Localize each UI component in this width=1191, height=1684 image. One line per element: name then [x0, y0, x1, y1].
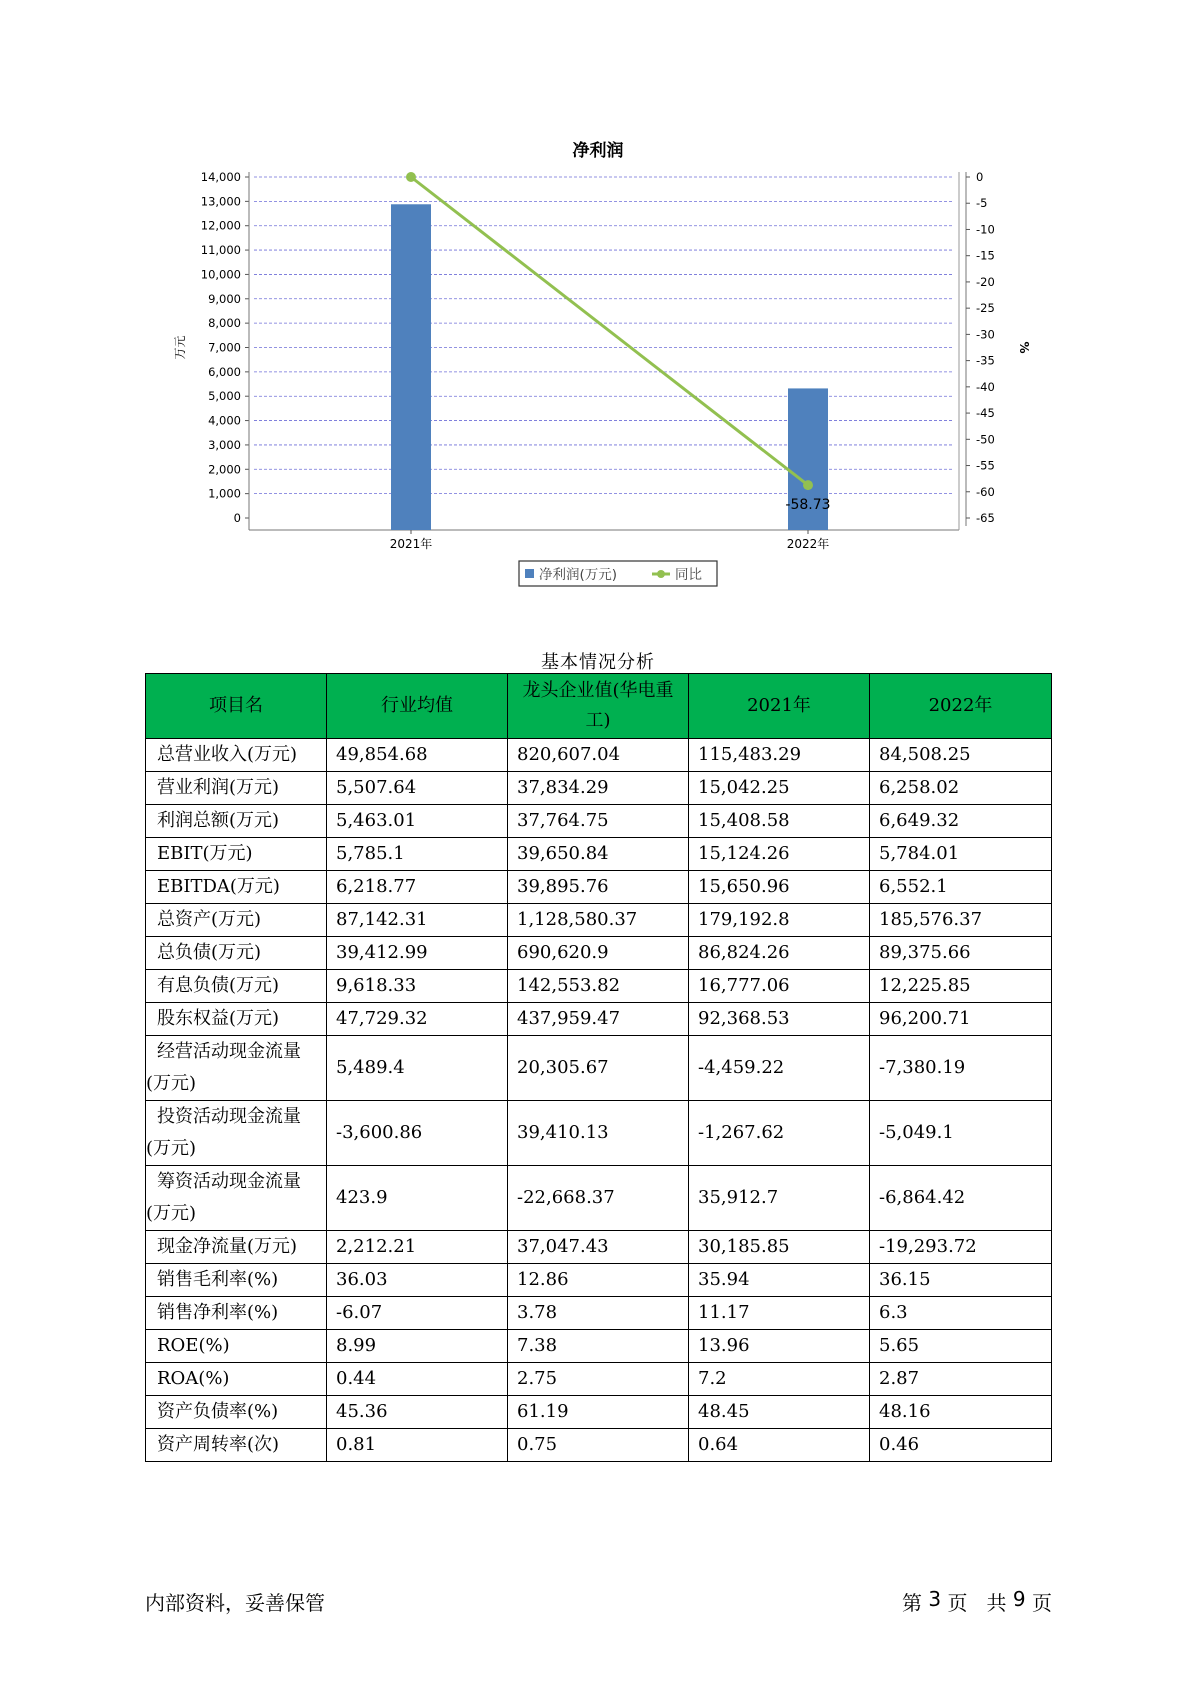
y2-tick-label: -20	[976, 274, 995, 289]
y-tick-label: 0	[233, 511, 241, 525]
table-cell: 47,729.32	[327, 1003, 508, 1036]
y-tick-label: 1,000	[208, 486, 241, 501]
table-cell: 8.99	[327, 1330, 508, 1363]
data-label: -58.73	[785, 497, 831, 514]
table-cell: 45.36	[327, 1396, 508, 1429]
table-cell: -6,864.42	[870, 1166, 1052, 1231]
table-cell: 15,408.58	[689, 805, 870, 838]
page-mid: 页	[947, 1591, 968, 1615]
legend-bar-label: 净利润(万元)	[539, 567, 618, 583]
table-cell: 185,576.37	[870, 904, 1052, 937]
table-cell: 0.46	[870, 1429, 1052, 1462]
table-cell: 5,507.64	[327, 772, 508, 805]
y-tick-label: 6,000	[208, 364, 241, 379]
page-current: 3	[928, 1587, 942, 1611]
table-cell: 35.94	[689, 1264, 870, 1297]
table-row	[146, 805, 1052, 838]
table-cell: 423.9	[327, 1166, 508, 1231]
y2-tick-label: 0	[976, 170, 984, 184]
table-header-row	[146, 674, 1052, 739]
table-cell: 30,185.85	[689, 1231, 870, 1264]
table-cell: 37,834.29	[508, 772, 689, 805]
chart-title: 净利润	[572, 141, 624, 161]
y-tick-label: 9,000	[208, 291, 241, 306]
y2-tick-label: -10	[976, 222, 995, 237]
table-cell: -6.07	[327, 1297, 508, 1330]
row-label: 投资活动现金流量(万元)	[146, 1101, 327, 1166]
table-row	[146, 1396, 1052, 1429]
table-cell: 84,508.25	[870, 739, 1052, 772]
table-cell: -5,049.1	[870, 1101, 1052, 1166]
table-cell: 7.38	[508, 1330, 689, 1363]
table-cell: 6,218.77	[327, 871, 508, 904]
table-cell: 6.3	[870, 1297, 1052, 1330]
table-cell: 48.45	[689, 1396, 870, 1429]
table-cell: 12,225.85	[870, 970, 1052, 1003]
table-cell: 37,764.75	[508, 805, 689, 838]
table-row	[146, 1264, 1052, 1297]
table-row	[146, 871, 1052, 904]
table-row	[146, 1101, 1052, 1166]
table-row	[146, 1429, 1052, 1462]
y2-tick-label: -60	[976, 484, 995, 499]
net-profit-chart	[140, 130, 1040, 600]
table-row	[146, 1231, 1052, 1264]
header-leader: 龙头企业值(华电重工)	[508, 674, 689, 739]
row-label: 经营活动现金流量(万元)	[146, 1036, 327, 1101]
table-cell: 5,785.1	[327, 838, 508, 871]
y-tick-label: 13,000	[200, 194, 241, 209]
y-tick-label: 14,000	[200, 170, 241, 184]
page-suffix: 页	[1032, 1591, 1052, 1615]
page-prefix: 第	[902, 1591, 923, 1615]
table-cell: -7,380.19	[870, 1036, 1052, 1101]
table-cell: 37,047.43	[508, 1231, 689, 1264]
table-row	[146, 1363, 1052, 1396]
table-row	[146, 1297, 1052, 1330]
header-item: 项目名	[146, 674, 327, 739]
table-cell: 5,463.01	[327, 805, 508, 838]
legend-bar-swatch	[525, 569, 534, 578]
table-cell: 39,895.76	[508, 871, 689, 904]
table-row	[146, 970, 1052, 1003]
header-industry-avg: 行业均值	[327, 674, 508, 739]
table-cell: 39,410.13	[508, 1101, 689, 1166]
table-cell: 11.17	[689, 1297, 870, 1330]
table-cell: 39,412.99	[327, 937, 508, 970]
table-cell: 142,553.82	[508, 970, 689, 1003]
table-cell: 87,142.31	[327, 904, 508, 937]
table-cell: 179,192.8	[689, 904, 870, 937]
table-cell: 35,912.7	[689, 1166, 870, 1231]
row-label: 资产周转率(次)	[146, 1429, 327, 1462]
table-cell: 49,854.68	[327, 739, 508, 772]
row-label: 现金净流量(万元)	[146, 1231, 327, 1264]
y2-tick-label: -5	[976, 196, 988, 211]
table-cell: 61.19	[508, 1396, 689, 1429]
table-row	[146, 1166, 1052, 1231]
table-cell: 0.81	[327, 1429, 508, 1462]
row-label: EBIT(万元)	[146, 838, 327, 871]
table-cell: 12.86	[508, 1264, 689, 1297]
header-2022: 2022年	[870, 674, 1052, 739]
header-2021: 2021年	[689, 674, 870, 739]
y2-tick-label: -55	[976, 458, 995, 473]
row-label: 总资产(万元)	[146, 904, 327, 937]
table-cell: 92,368.53	[689, 1003, 870, 1036]
table-row	[146, 838, 1052, 871]
table-cell: 6,258.02	[870, 772, 1052, 805]
table-row	[146, 1036, 1052, 1101]
y-tick-label: 3,000	[208, 437, 241, 452]
footer-confidential: 内部资料，妥善保管	[145, 1591, 325, 1615]
table-cell: 690,620.9	[508, 937, 689, 970]
y2-tick-label: -30	[976, 327, 995, 342]
yoy-point-1	[406, 172, 416, 182]
table-cell: 13.96	[689, 1330, 870, 1363]
table-row	[146, 937, 1052, 970]
table-cell: -22,668.37	[508, 1166, 689, 1231]
y-tick-label: 8,000	[208, 316, 241, 331]
table-cell: 2.75	[508, 1363, 689, 1396]
y-tick-label: 10,000	[200, 267, 241, 282]
table-body	[146, 739, 1052, 1462]
table-cell: 15,042.25	[689, 772, 870, 805]
y2-tick-label: -15	[976, 248, 995, 263]
table-cell: 16,777.06	[689, 970, 870, 1003]
x-tick-label: 2022年	[786, 537, 830, 551]
page-number	[902, 1587, 1052, 1616]
y-tick-label: 7,000	[208, 340, 241, 355]
page-total: 9	[1012, 1587, 1026, 1611]
table-cell: 0.64	[689, 1429, 870, 1462]
table-cell: 820,607.04	[508, 739, 689, 772]
table-cell: 20,305.67	[508, 1036, 689, 1101]
y-tick-label: 2,000	[208, 462, 241, 477]
row-label: 有息负债(万元)	[146, 970, 327, 1003]
table-cell: 36.15	[870, 1264, 1052, 1297]
table-cell: 96,200.71	[870, 1003, 1052, 1036]
y-tick-label: 4,000	[208, 413, 241, 428]
y-tick-label: 12,000	[200, 218, 241, 233]
row-label: 股东权益(万元)	[146, 1003, 327, 1036]
table-cell: -1,267.62	[689, 1101, 870, 1166]
table-cell: 0.75	[508, 1429, 689, 1462]
row-label: 销售净利率(%)	[146, 1297, 327, 1330]
row-label: 筹资活动现金流量(万元)	[146, 1166, 327, 1231]
table-cell: 7.2	[689, 1363, 870, 1396]
table-cell: 15,124.26	[689, 838, 870, 871]
row-label: 利润总额(万元)	[146, 805, 327, 838]
y2-tick-label: -40	[976, 379, 995, 394]
table-cell: 115,483.29	[689, 739, 870, 772]
table-cell: 437,959.47	[508, 1003, 689, 1036]
yoy-line	[411, 177, 808, 485]
analysis-table	[145, 673, 1052, 1462]
table-cell: 5,784.01	[870, 838, 1052, 871]
table-row	[146, 772, 1052, 805]
table-row	[146, 904, 1052, 937]
table-caption: 基本情况分析	[541, 652, 655, 673]
row-label: EBITDA(万元)	[146, 871, 327, 904]
table-cell: 48.16	[870, 1396, 1052, 1429]
legend-line-label: 同比	[675, 567, 702, 583]
table-cell: 86,824.26	[689, 937, 870, 970]
table-cell: 5.65	[870, 1330, 1052, 1363]
table-cell: -19,293.72	[870, 1231, 1052, 1264]
table-cell: 15,650.96	[689, 871, 870, 904]
y-tick-label: 5,000	[208, 389, 241, 404]
table-cell: 1,128,580.37	[508, 904, 689, 937]
table-row	[146, 1330, 1052, 1363]
table-cell: 0.44	[327, 1363, 508, 1396]
table-cell: 6,649.32	[870, 805, 1052, 838]
y2-tick-label: -45	[976, 406, 995, 421]
y2-tick-label: -65	[976, 511, 995, 525]
y2-tick-label: -50	[976, 432, 995, 447]
row-label: 资产负债率(%)	[146, 1396, 327, 1429]
row-label: 总负债(万元)	[146, 937, 327, 970]
table-cell: 89,375.66	[870, 937, 1052, 970]
table-cell: -4,459.22	[689, 1036, 870, 1101]
table-cell: 39,650.84	[508, 838, 689, 871]
page-total-prefix: 共	[986, 1591, 1007, 1615]
table-cell: 2.87	[870, 1363, 1052, 1396]
table-cell: 2,212.21	[327, 1231, 508, 1264]
table-cell: 36.03	[327, 1264, 508, 1297]
table-row	[146, 739, 1052, 772]
y2-axis-label: %	[1017, 341, 1031, 354]
legend-line-marker	[657, 570, 665, 578]
row-label: ROA(%)	[146, 1363, 327, 1396]
x-tick-label: 2021年	[389, 537, 433, 551]
table-cell: 6,552.1	[870, 871, 1052, 904]
table-cell: 5,489.4	[327, 1036, 508, 1101]
row-label: 营业利润(万元)	[146, 772, 327, 805]
y-tick-label: 11,000	[200, 243, 241, 258]
row-label: 总营业收入(万元)	[146, 739, 327, 772]
y2-tick-label: -25	[976, 301, 995, 316]
bar-1	[391, 204, 431, 530]
table-cell: 9,618.33	[327, 970, 508, 1003]
y2-tick-label: -35	[976, 353, 995, 368]
table-cell: 3.78	[508, 1297, 689, 1330]
yoy-point-2	[803, 480, 813, 490]
y-axis-label: 万元	[173, 335, 187, 360]
table-row	[146, 1003, 1052, 1036]
row-label: ROE(%)	[146, 1330, 327, 1363]
table-cell: -3,600.86	[327, 1101, 508, 1166]
row-label: 销售毛利率(%)	[146, 1264, 327, 1297]
